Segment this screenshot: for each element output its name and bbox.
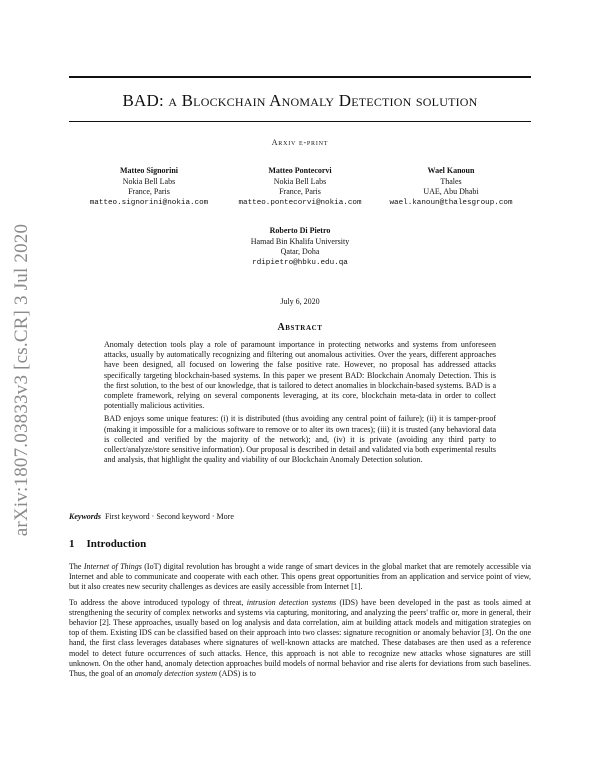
- text-run: The: [69, 562, 84, 571]
- author-email[interactable]: matteo.pontecorvi@nokia.com: [238, 198, 362, 207]
- keywords-label: Keywords: [69, 512, 101, 521]
- author-block: [224, 166, 376, 208]
- section-heading-introduction: [69, 538, 531, 550]
- emphasis: Internet of Things: [83, 562, 142, 571]
- author-name: Matteo Pontecorvi: [268, 166, 332, 175]
- title-top-rule: [69, 76, 531, 78]
- arxiv-identifier: arXiv:1807.03833v3 [cs.CR] 3 Jul 2020: [11, 223, 32, 537]
- emphasis: intrusion detection systems: [246, 597, 337, 607]
- paper-title-lead: BAD:: [122, 91, 169, 110]
- eprint-text: Arxiv e-print: [271, 138, 329, 147]
- keywords-text: First keyword · Second keyword · More: [105, 512, 234, 521]
- publication-date: July 6, 2020: [280, 297, 320, 306]
- abstract-paragraph: BAD enjoys some unique features: (i) it is distributed (thus avoiding any central point of failure); (ii) it is tamper-proof (making it impossible for a malicious software to remove or to alter its own traces); (iii) it is trusted (any behavioral data is collected and verified by the majority of the network); and, (iv) it is private (avoiding any third party to collect/analyze/store sensitive information). Our proposal is described in detail and validated via both experimental results and analysis, that highlight the quality and viability of our Blockchain Anomaly Detection solution.: [104, 414, 496, 465]
- author-block: [376, 166, 526, 208]
- keywords-line: [69, 512, 531, 521]
- author-affiliation: Thales: [440, 176, 462, 186]
- author-email[interactable]: matteo.signorini@nokia.com: [89, 198, 209, 207]
- author-email[interactable]: wael.kanoun@thalesgroup.com: [389, 198, 513, 207]
- emphasis: anomaly detection system: [134, 669, 217, 679]
- text-run: (IoT) digital revolution has brought a wide range of smart devices in the global market that are remotely accessible via Internet and able to communicate and cooperate with each other. This opens great opportunities from an application and service point of view, but it also creates new security challenges as devices are easily accessible from Internet [1].: [69, 562, 531, 592]
- author-location: Qatar, Doha: [280, 247, 320, 257]
- author-location: France, Paris: [279, 187, 321, 197]
- author-name: Matteo Signorini: [120, 166, 178, 175]
- intro-paragraph: [69, 562, 531, 593]
- arxiv-identifier-sidebar: [10, 200, 34, 560]
- paper-title-rest: a Blockchain Anomaly Detection solution: [168, 91, 478, 110]
- title-bottom-rule: [69, 121, 531, 122]
- text-run: (ADS) is to: [216, 669, 256, 679]
- author-affiliation: Nokia Bell Labs: [273, 176, 327, 186]
- introduction-body: [69, 562, 531, 684]
- section-title: Introduction: [86, 538, 147, 550]
- author-affiliation: Nokia Bell Labs: [122, 176, 176, 186]
- paper-title: [69, 91, 531, 111]
- author-email[interactable]: rdipietro@hbku.edu.qa: [252, 258, 348, 267]
- author-name: Wael Kanoun: [427, 166, 475, 175]
- abstract-body: [104, 340, 496, 468]
- author-block: [224, 226, 376, 268]
- eprint-label: [0, 138, 600, 147]
- text-run: (IDS) have been developed in the past as tools aimed at strengthening the security of complex networks and systems via capturing, monitoring, and analyzing the peers' traffic or, more in general, their behavior [2]. These approaches, usually based on log analysis and data correlation, aim at building attack models and mitigation strategies on top of them. Existing IDS can be classified based on their approach into two classes: signature recognition or anomaly behavior [3]. On the one hand, the first class leverages databases where signatures of well-known attacks are matched. These databases are then used as a reference model to detect future occurrences of such attacks. Hence, this approach is not able to recognize new attacks whose signatures are still unknown. On the other hand, anomaly detection approaches build models of normal behavior and rise alerts for deviations from such baselines. Thus, the goal of an: [69, 597, 531, 679]
- author-location: France, Paris: [128, 187, 170, 197]
- intro-paragraph: [69, 598, 531, 680]
- author-block: [74, 166, 224, 208]
- author-affiliation: Hamad Bin Khalifa University: [250, 236, 350, 246]
- section-number: 1: [69, 538, 75, 550]
- abstract-paragraph: Anomaly detection tools play a role of paramount importance in protecting networks and systems from unforeseen attacks, usually by automatically recognizing and filtering out anomalous activities. Over the years, different approaches have been designed, all focused on lowering the false positive rate. However, no proposal has addressed attacks specifically targeting blockchain-based systems. In this paper we present BAD: Blockchain Anomaly Detection. This is the first solution, to the best of our knowledge, that is tailored to detect anomalies in blockchain-based systems. BAD is a complete framework, relying on several components leveraging, at its core, blockchain meta-data in order to collect potentially malicious activities.: [104, 340, 496, 411]
- author-location: UAE, Abu Dhabi: [423, 187, 479, 197]
- text-run: To address the above introduced typology of threat,: [69, 597, 247, 607]
- author-name: Roberto Di Pietro: [269, 226, 331, 235]
- abstract-heading: Abstract: [277, 322, 323, 333]
